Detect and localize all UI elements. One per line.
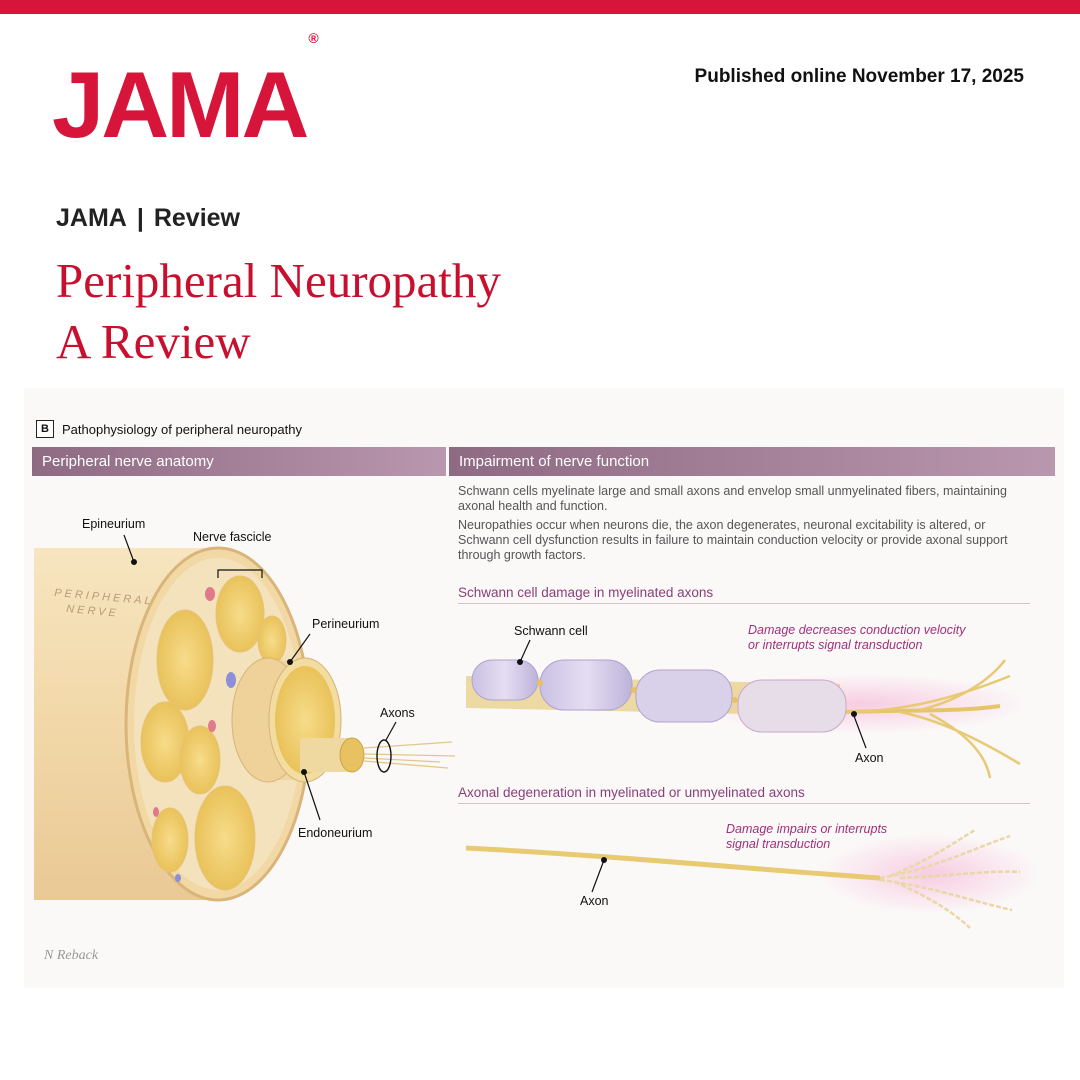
label-axon-1: Axon	[855, 751, 884, 765]
label-nerve-fascicle: Nerve fascicle	[193, 530, 272, 544]
axon-leader-line-2	[592, 860, 604, 892]
label-axon-2: Axon	[580, 894, 609, 908]
impairment-panel-heading: Impairment of nerve function	[449, 447, 1055, 476]
note-signal-line-1: Damage impairs or interrupts	[726, 822, 888, 836]
label-perineurium: Perineurium	[312, 617, 380, 631]
axon-marker-2	[601, 857, 607, 863]
label-endoneurium: Endoneurium	[298, 826, 373, 840]
subheading-axonal-degeneration: Axonal degeneration in myelinated or unmyelinated axons	[458, 785, 805, 800]
subheading-rule-1	[458, 603, 1030, 604]
note-signal-line-2: signal transduction	[726, 837, 831, 851]
description-paragraph-2: Neuropathies occur when neurons die, the axon degenerates, neuronal excitability is altered, or Schwann cell dysfunction results in failure to maintain conduction velocity or provide axonal support through growth factors.	[458, 518, 1008, 562]
figure-caption	[36, 420, 302, 438]
myelinated-axon	[466, 660, 1030, 778]
nerve-body-text-2: NERVE	[65, 603, 120, 620]
illustrator-signature: N Reback	[44, 948, 99, 963]
epineurium-marker	[131, 559, 137, 565]
perineurium-marker	[287, 659, 293, 665]
subheading-schwann-damage: Schwann cell damage in myelinated axons	[458, 585, 714, 600]
note-conduction-line-2: or interrupts signal transduction	[748, 638, 923, 652]
jama-logo: JAMA®	[52, 29, 319, 157]
label-schwann-cell: Schwann cell	[514, 624, 588, 638]
journal-name: JAMA	[56, 204, 127, 232]
axon-marker-1	[851, 711, 857, 717]
endoneurium-marker	[301, 769, 307, 775]
schwann-cell-marker	[517, 659, 523, 665]
note-conduction-damage	[748, 623, 965, 653]
anatomy-panel-heading: Peripheral nerve anatomy	[32, 447, 446, 476]
description-paragraph-1: Schwann cells myelinate large and small axons and envelop small unmyelinated fibers, maintaining axonal health and function.	[458, 484, 1007, 513]
section-separator: |	[136, 204, 144, 232]
nerve-body-text-1: PERIPHERAL	[53, 587, 155, 608]
panel-letter: B	[36, 420, 54, 438]
article-title: Peripheral Neuropathy	[56, 253, 501, 308]
article-type: Review	[153, 204, 241, 232]
figure-caption-text: Pathophysiology of peripheral neuropathy	[62, 421, 302, 437]
publication-date: Published online November 17, 2025	[694, 66, 1024, 87]
article-subtitle: A Review	[56, 314, 251, 369]
note-signal-damage	[726, 822, 887, 852]
label-epineurium: Epineurium	[82, 517, 146, 531]
note-conduction-line-1: Damage decreases conduction velocity	[748, 623, 966, 637]
subheading-rule-2	[458, 803, 1030, 804]
label-axons: Axons	[380, 706, 415, 720]
